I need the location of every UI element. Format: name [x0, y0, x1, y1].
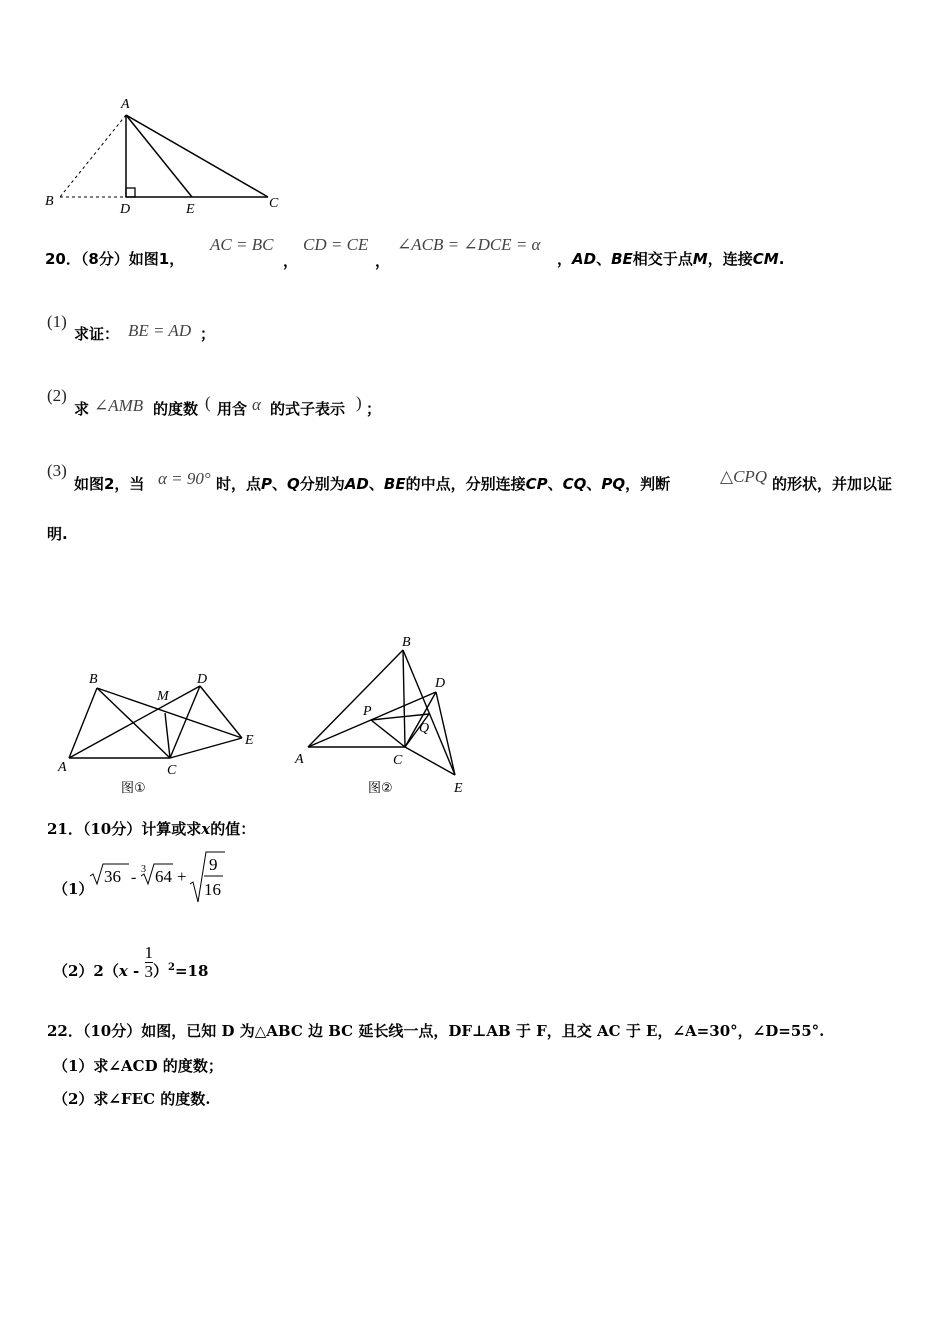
- q20-p1-end: ；: [200, 325, 216, 343]
- fig1-ad: [69, 686, 200, 758]
- fig1-label-m: M: [157, 689, 169, 704]
- top-triangle-figure: [40, 95, 290, 215]
- q20-p3-eq: α = 90°: [158, 469, 211, 488]
- q20-cm: CM: [752, 250, 779, 268]
- q20-p2-paren-open: (: [205, 393, 211, 412]
- fig2-bc: [403, 650, 405, 747]
- q20-p3-tri: △CPQ: [720, 467, 768, 486]
- q20-p3-e: ，判断: [625, 475, 671, 493]
- fig1-cm: [165, 713, 170, 758]
- label-c: C: [269, 196, 279, 211]
- q20-p2-text4: 的式子表示: [270, 400, 346, 418]
- q20-p1-num: (1): [47, 312, 67, 331]
- fig1-label-d: D: [197, 672, 208, 687]
- q20-be: BE: [611, 250, 633, 268]
- q21-p2: [53, 942, 209, 981]
- q20-comma1: ，: [283, 252, 299, 270]
- q20-p3-a: 如图2，当: [74, 475, 145, 493]
- fig2-label-b: B: [402, 635, 411, 650]
- q20-m: M: [692, 250, 708, 268]
- fig2-label-c: C: [393, 753, 403, 768]
- q21-head2: 的值：: [210, 820, 256, 838]
- fig2-label-a: A: [295, 752, 304, 767]
- q20-tail-text: 相交于点: [632, 250, 693, 268]
- q20-p2-alpha: α: [252, 395, 261, 414]
- q21-heading: [47, 818, 255, 839]
- q21-p1-expression: [89, 850, 239, 906]
- label-a: A: [121, 97, 130, 112]
- q21-var: x: [201, 820, 211, 838]
- q20-p2-angle: ∠AMB: [94, 396, 144, 415]
- fig2-caption: 图②: [368, 781, 393, 796]
- q21-p1-cbrt-index: 3: [141, 864, 146, 875]
- q20-p3-cq: CQ: [562, 475, 587, 493]
- q20-p2-paren-close: ): [356, 393, 362, 412]
- q20-p3-sep2: 、: [368, 475, 384, 493]
- segment-ac: [126, 115, 268, 197]
- label-b: B: [45, 194, 54, 209]
- fig2-cp: [371, 720, 405, 747]
- q20-p3-sep3: 、: [547, 475, 563, 493]
- q21-p2-num: （2）2（: [53, 962, 119, 980]
- fig2-be: [403, 650, 455, 775]
- q20-p3-sep1: 、: [272, 475, 288, 493]
- q20-p3-p: P: [261, 475, 273, 493]
- q21-p2-var: x: [118, 962, 128, 980]
- q20-p2-end: ；: [366, 400, 382, 418]
- q20-p2-text2: 的度数: [153, 400, 199, 418]
- figure-2: [293, 630, 493, 800]
- fig1-label-a: A: [58, 760, 67, 775]
- label-d: D: [120, 202, 131, 217]
- q20-eq2: CD = CE: [303, 235, 369, 254]
- q20-eq3: ∠ACB = ∠DCE = α: [397, 235, 541, 254]
- q20-p3-sep4: 、: [586, 475, 602, 493]
- label-e: E: [186, 202, 195, 217]
- q20-p3-c: 分别为: [299, 475, 345, 493]
- q22-heading: 22．（10分）如图，已知 D 为△ABC 边 BC 延长线一点，DF⊥AB 于 F，且交 AC 于 E，∠A=30°，∠D=55°.: [47, 1022, 825, 1040]
- q20-p3-f: 的形状，并加以证: [772, 475, 893, 493]
- segment-ae: [126, 115, 192, 197]
- q20-p3-be: BE: [383, 475, 406, 493]
- q20-p3-line: [216, 473, 670, 494]
- fig2-label-q: Q: [419, 721, 430, 736]
- q20-heading: [45, 248, 184, 269]
- q20-eq1: AC = BC: [210, 235, 274, 254]
- q21-p2-minus: -: [127, 962, 145, 980]
- q21-p1-sqrt1: 36: [104, 867, 121, 886]
- fig2-ce: [405, 747, 455, 775]
- fig2-ab: [308, 650, 403, 747]
- q20-p2-text3: 用含: [217, 400, 248, 418]
- q21-p2-eq: =18: [174, 962, 209, 980]
- q21-p2-fraction: [145, 944, 154, 981]
- q20-p2-num: (2): [47, 386, 67, 405]
- q20-p3-q: Q: [287, 475, 300, 493]
- q20-p3-d: 的中点，分别连接: [405, 475, 526, 493]
- q21-p1-plus: +: [177, 867, 187, 886]
- fig1-label-c: C: [167, 763, 177, 778]
- q20-tail-text2: ，连接: [707, 250, 753, 268]
- q21-p1-frac-den: 16: [204, 880, 221, 899]
- q20-tail: ，AD、BE相交于点M，连接CM.: [557, 250, 785, 268]
- q21-p2-close: ）: [153, 962, 169, 980]
- fig2-de: [436, 692, 455, 775]
- q21-p1-frac-num: 9: [209, 855, 218, 874]
- q20-p1-eq: BE = AD: [128, 321, 192, 340]
- q21-p2-frac-den: 3: [144, 961, 153, 981]
- q21-p1-num: （1）: [53, 880, 94, 898]
- q20-p3-g: 明.: [47, 525, 68, 543]
- figure-1: [55, 668, 275, 798]
- fig2-label-p: P: [363, 704, 372, 719]
- fig2-label-d: D: [435, 676, 446, 691]
- fig1-caption: 图①: [121, 781, 146, 796]
- right-angle-mark: [126, 188, 135, 197]
- q20-head: 20．（8分）如图1，: [45, 250, 185, 268]
- q20-tail-end: .: [778, 250, 785, 268]
- q20-p3-pq: PQ: [601, 475, 626, 493]
- segment-ab-dashed: [60, 115, 126, 197]
- q20-sep: 、: [596, 250, 612, 268]
- q20-comma2: ，: [375, 252, 391, 270]
- q21-p1-minus: -: [131, 869, 137, 886]
- q21-p2-exp: 2: [168, 962, 175, 973]
- q20-p1-text: 求证：: [74, 325, 120, 343]
- q22-p2: （2）求∠FEC 的度数.: [53, 1090, 211, 1108]
- q20-p2-text: 求: [74, 400, 90, 418]
- q20-p3-num: (3): [47, 461, 67, 480]
- fig1-label-e: E: [245, 733, 254, 748]
- q21-head: 21．（10分）计算或求: [47, 820, 202, 838]
- q20-p3-ad: AD: [344, 475, 369, 493]
- q21-p1-cbrt: 64: [155, 867, 172, 886]
- q20-p3-b: 时，点: [216, 475, 262, 493]
- q20-p3-cp: CP: [525, 475, 548, 493]
- q20-ad: AD: [572, 250, 597, 268]
- fig1-ce: [170, 738, 242, 758]
- q22-p1: （1）求∠ACD 的度数；: [53, 1057, 223, 1075]
- fig2-label-e: E: [454, 781, 463, 796]
- q21-p2-frac-num: 1: [144, 942, 153, 962]
- fig1-ab: [69, 688, 97, 758]
- fig1-label-b: B: [89, 672, 98, 687]
